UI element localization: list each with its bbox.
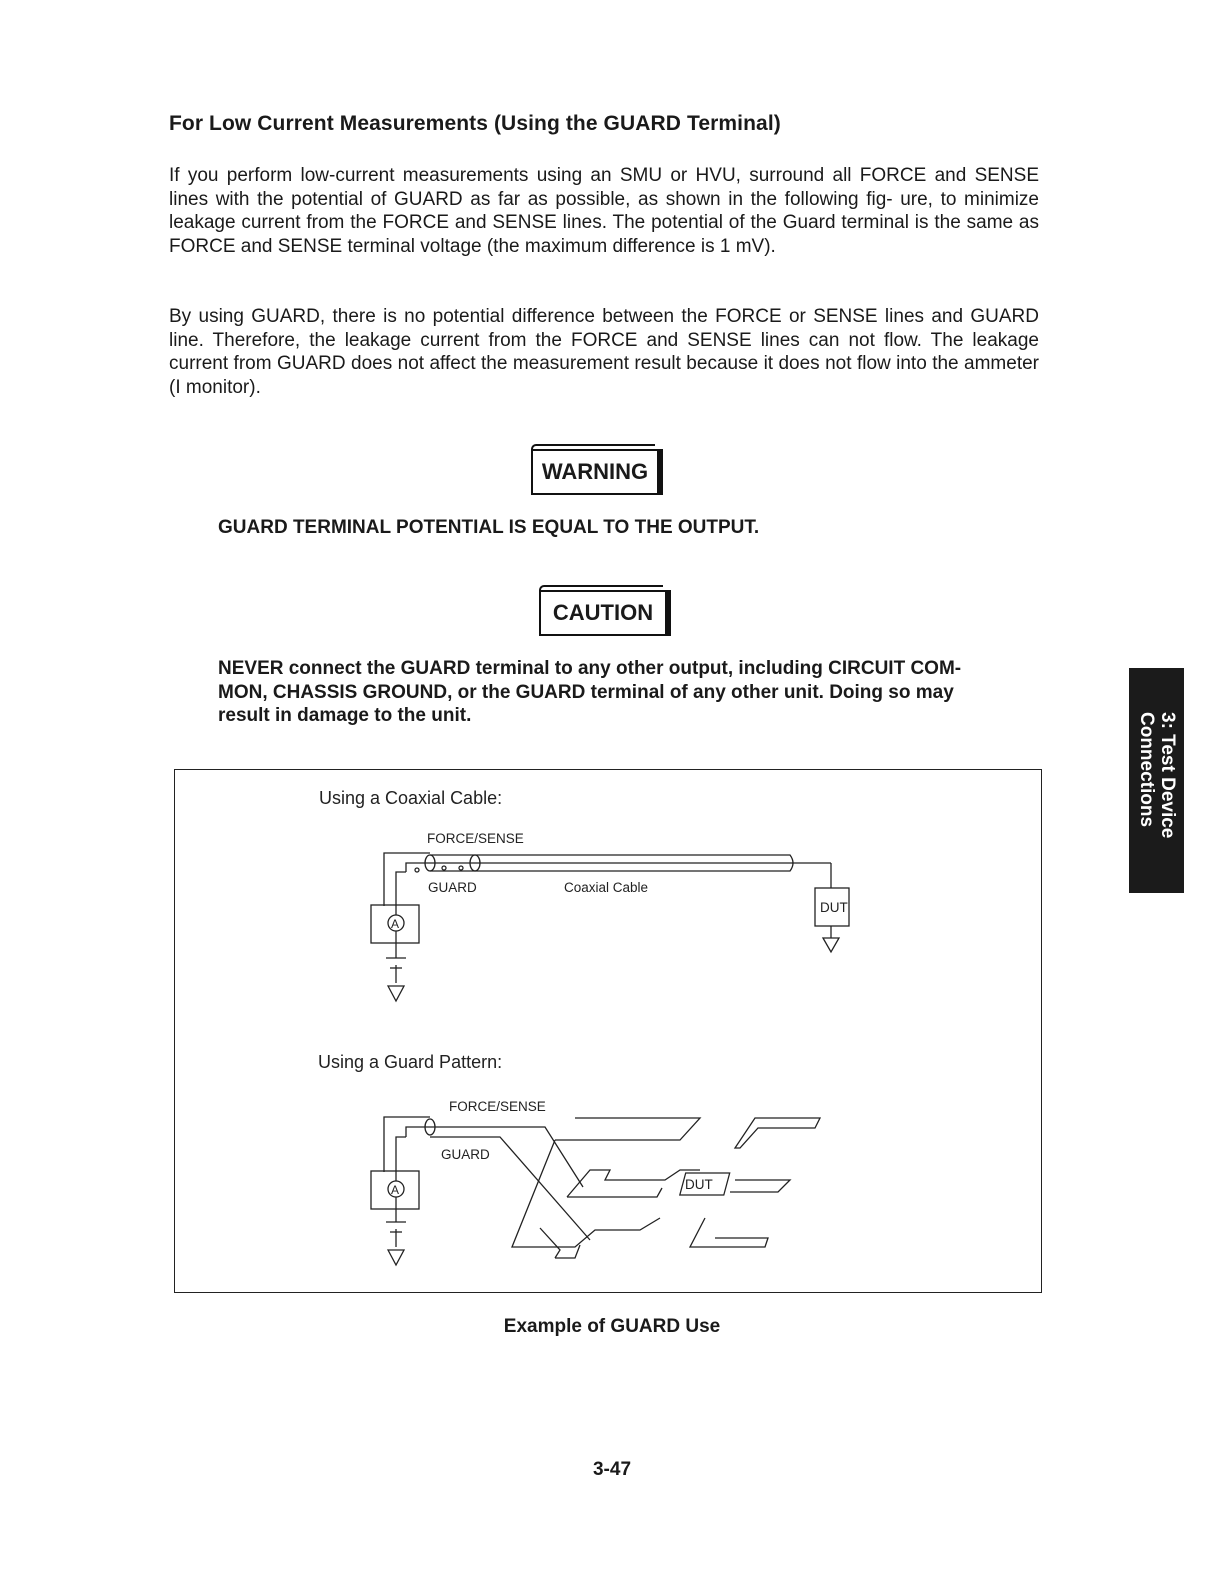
coax-title: Using a Coaxial Cable: xyxy=(319,788,503,808)
paragraph-guard-effect: By using GUARD, there is no potential difference between the FORCE or SENSE lines and GUARD line. Therefore, the leakage current from the FORCE and SENSE lines can not flow. The leakage current from GUARD does not affect the measurement result because it does not flow into the ammeter (I monitor). xyxy=(169,306,1039,398)
pattern-guard-line xyxy=(384,1117,430,1172)
coax-ammeter-circuit xyxy=(371,853,430,1001)
coax-guard-line xyxy=(384,853,430,906)
page-number: 3-47 xyxy=(592,1459,632,1480)
chapter-tab-line2: Connections xyxy=(1136,712,1157,828)
section-heading: For Low Current Measurements (Using the GUARD Terminal) xyxy=(169,112,781,135)
figure-caption: Example of GUARD Use xyxy=(503,1316,721,1337)
warning-text: GUARD TERMINAL POTENTIAL IS EQUAL TO THE OUTPUT. xyxy=(218,517,760,538)
caution-label: CAUTION xyxy=(539,590,671,636)
coax-guard-label: GUARD xyxy=(428,880,477,895)
warning-label: WARNING xyxy=(531,449,663,495)
caution-text: NEVER connect the GUARD terminal to any other output, including CIRCUIT COM- MON, CHASSIS GROUND, or the GUARD terminal of any other unit. Doing so may result in damage to the unit. xyxy=(218,658,962,726)
coax-cable xyxy=(415,855,849,952)
chapter-tab-line1: 3: Test Device xyxy=(1157,712,1178,839)
coax-force-sense-label: FORCE/SENSE xyxy=(427,831,524,846)
pattern-guard-label: GUARD xyxy=(441,1147,490,1162)
coax-dut-ground-icon xyxy=(823,938,839,952)
pattern-dut-label: DUT xyxy=(685,1177,713,1192)
pattern-ground-icon xyxy=(388,1250,404,1265)
pattern-ammeter-label: A xyxy=(391,1183,400,1197)
coax-cable-label: Coaxial Cable xyxy=(564,880,649,895)
pattern-ammeter-circuit xyxy=(371,1117,435,1265)
coax-dut-label: DUT xyxy=(820,900,848,915)
pattern-traces xyxy=(430,1118,820,1258)
coax-ammeter-label: A xyxy=(391,917,400,931)
pattern-force-sense-label: FORCE/SENSE xyxy=(449,1099,546,1114)
coax-ground-icon xyxy=(388,986,404,1001)
chapter-tab-label xyxy=(1129,668,1184,893)
paragraph-guard-intro: If you perform low-current measurements using an SMU or HVU, surround all FORCE and SENSE lines with the potential of GUARD as far as possible, as shown in the following fig- ure, to minimize leakage current from the FORCE and SENSE lines. The potential of the Guard terminal is the same as FORCE and SENSE terminal voltage (the maximum difference is 1 mV). xyxy=(169,165,1039,257)
pattern-title: Using a Guard Pattern: xyxy=(318,1052,503,1072)
